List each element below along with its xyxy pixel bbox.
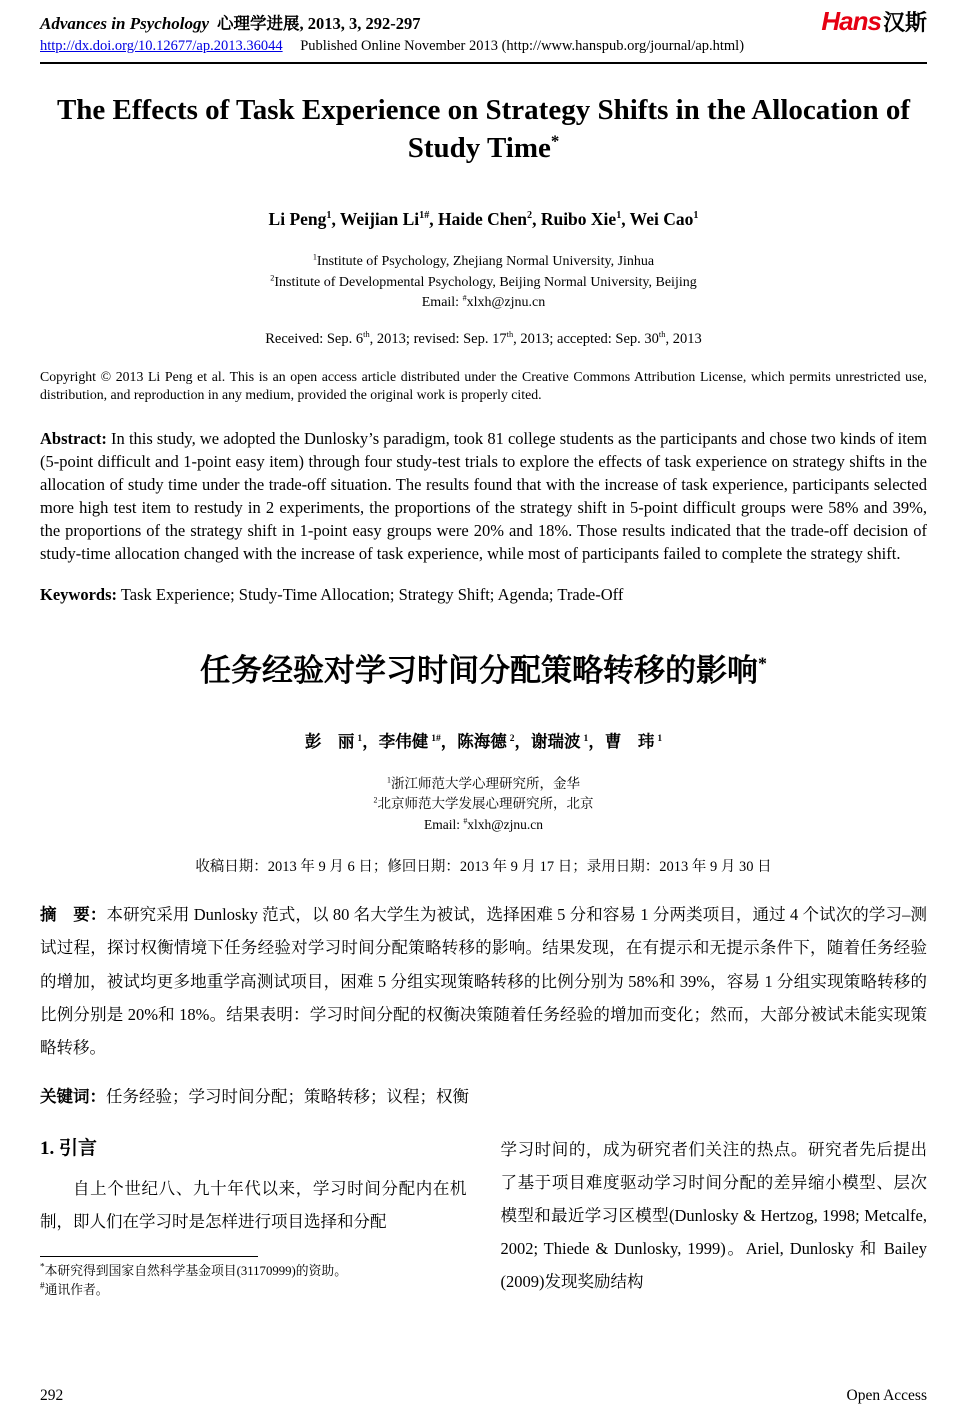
header-sub-row (40, 38, 927, 55)
keywords-text-zh: 任务经验；学习时间分配；策略转移；议程；权衡 (106, 1086, 469, 1106)
page-number: 292 (40, 1387, 64, 1404)
footnote-divider (40, 1256, 258, 1257)
published-online-info: Published Online November 2013 (http://www.hanspub.org/journal/ap.html) (300, 38, 745, 54)
title-footnote-marker: * (550, 131, 560, 151)
author-affil-marker: 1# (419, 210, 430, 222)
page-footer (40, 1387, 927, 1405)
email-line-en: Email: #xlxh@zjnu.cn (421, 293, 546, 310)
journal-name-zh: 心理学进展, 2013, 3, 292-297 (217, 14, 421, 33)
section-1-heading: 1. 引言 (40, 1137, 98, 1159)
header-top-row (40, 6, 927, 36)
affiliation-1: $^1$Institute of Psychology, Zhejiang Normal University, Jinhua (312, 252, 655, 270)
abstract-text-zh: 本研究采用 Dunlosky 范式，以 80 名大学生为被试，选择困难 5 分和容易 1 分两类项目，通过 4 个试次的学习–测试过程，探讨权衡情境下任务经验对学习时间分配策略转移的影响。结果发现，在有提示和无提示条件下，随着任务经验的增加，被试均更多地重学高测试项目，困难 5 分组实现策略转移的比例分别为 58%和 39%，容易 1 分组实现策略转移的比例分别是 20%和 18%。结果表明：学习时间分配的权衡决策随着任务经验的增加而变化；然而，大部分被试未能实现策略转移。 (40, 904, 928, 1058)
abstract-text: In this study, we adopted the Dunlosky’s paradigm, took 81 college students as the participants and chose two kinds of item (5-point difficult and 1-point easy item) through four study-test trials to explore the effects of task experience on strategy shifts in the allocation of study time under the trade-off situation. The results found that with the increase of task experience, participants selected more high test item to restudy in 2 experiments, the proportions of the strategy shift in 5-point difficult groups were 58% and 39%, the proportions of the strategy shift in 1-point easy groups were 20% and 18%. Those results indicated that the trade-off decision of study-time allocation changed with the increase of task experience, while most of participants failed to complete the strategy shift. (40, 428, 927, 564)
footnote-area (40, 1256, 467, 1302)
keywords-text: Task Experience; Study-Time Allocation; Strategy Shift; Agenda; Trade-Off (117, 585, 624, 605)
affiliation-2-zh: $^2$北京师范大学发展心理研究所，北京 (373, 795, 594, 812)
header-divider (40, 62, 927, 64)
abstract-label-zh: 摘 要： (40, 904, 107, 924)
author-name: , Haide Chen (429, 209, 528, 230)
author-name: , Ruibo Xie (532, 209, 617, 230)
author-affil-marker: 1 (616, 210, 622, 222)
affiliations-en (40, 252, 927, 313)
author-name-zh: ，曹 玮 (588, 732, 655, 752)
author-name: , Weijian Li (331, 209, 420, 230)
body-column-left (40, 1133, 467, 1302)
doi-link[interactable]: http://dx.doi.org/10.12677/ap.2013.36044 (40, 38, 283, 54)
author-name: Li Peng (268, 209, 327, 230)
author-name-zh: ，谢瑞波 (514, 732, 581, 752)
article-title-en (40, 92, 927, 167)
journal-header (40, 6, 927, 64)
abstract-zh (40, 898, 927, 1065)
hans-logo-en: Hans (821, 6, 881, 36)
abstract-label: Abstract: (40, 428, 107, 448)
open-access-label: Open Access (846, 1387, 927, 1404)
keywords-label: Keywords: (40, 585, 117, 605)
received-dates-zh: 收稿日期：2013 年 9 月 6 日；修回日期：2013 年 9 月 17 日；录用日期：2013 年 9 月 30 日 (195, 858, 772, 875)
keywords-zh (40, 1083, 927, 1107)
authors-line-en (40, 209, 927, 230)
footnote-corresponding-author: #通讯作者。 (40, 1281, 109, 1298)
body-column-right (501, 1133, 928, 1302)
affiliation-2: $^2$Institute of Developmental Psychology, Beijing Normal University, Beijing (270, 273, 697, 290)
authors-line-zh: 彭 丽 $^1$，李伟健 $^{1\#}$，陈海德 $^2$，谢瑞波 $^1$，曹 玮 $^1$ (304, 732, 663, 752)
body-paragraph-left: 自上个世纪八、九十年代以来，学习时间分配内在机制，即人们在学习时是怎样进行项目选择和分配 (40, 1178, 467, 1231)
author-name-zh: 彭 丽 (304, 732, 355, 752)
hans-logo-zh: 汉斯 (882, 10, 927, 35)
affiliation-1-zh: $^1$浙江师范大学心理研究所，金华 (387, 775, 580, 792)
body-paragraph-right: 学习时间的，成为研究者们关注的热点。研究者先后提出了基于项目难度驱动学习时间分配的差异缩小模型、层次模型和最近学习区模型(Dunlosky & Hertzog, 1998; Metcalfe, 2002; Thiede & Dunlosky, 1999)。Ariel, Dunlosky 和 Bailey (2009)发现奖励结构 (500, 1139, 927, 1291)
journal-line (40, 10, 421, 34)
hans-publisher-logo (821, 8, 927, 34)
body-two-columns (40, 1133, 927, 1302)
copyright-notice: Copyright © 2013 Li Peng et al. This is an open access article distributed under the Creative Commons Attribution License, which permits unrestricted use, distribution, and reproduction in any medium, provided the original work is properly cited. (40, 369, 927, 403)
received-dates-en: Received: Sep. 6th, 2013; revised: Sep. 17th, 2013; accepted: Sep. 30th, 2013 (265, 330, 702, 348)
article-title-zh: 任务经验对学习时间分配策略转移的影响* (200, 653, 767, 689)
abstract-en (40, 427, 927, 566)
article-title-text: The Effects of Task Experience on Strategy Shifts in the Allocation of Study Time (56, 94, 911, 164)
footnote-funding: *本研究得到国家自然科学基金项目(31170999)的资助。 (40, 1261, 347, 1278)
author-name: , Wei Cao (621, 209, 694, 230)
author-affil-marker: 2 (527, 210, 533, 222)
author-affil-marker: 1 (693, 210, 699, 222)
author-affil-marker: 1 (326, 210, 332, 222)
author-name-zh: ，陈海德 (440, 732, 507, 752)
keywords-en (40, 585, 927, 605)
journal-name-en: Advances in Psychology (40, 14, 210, 33)
keywords-label-zh: 关键词： (40, 1086, 106, 1106)
email-line-zh: Email: #xlxh@zjnu.cn (423, 816, 544, 832)
author-name-zh: ，李伟健 (362, 732, 429, 752)
affiliations-zh (40, 774, 927, 835)
